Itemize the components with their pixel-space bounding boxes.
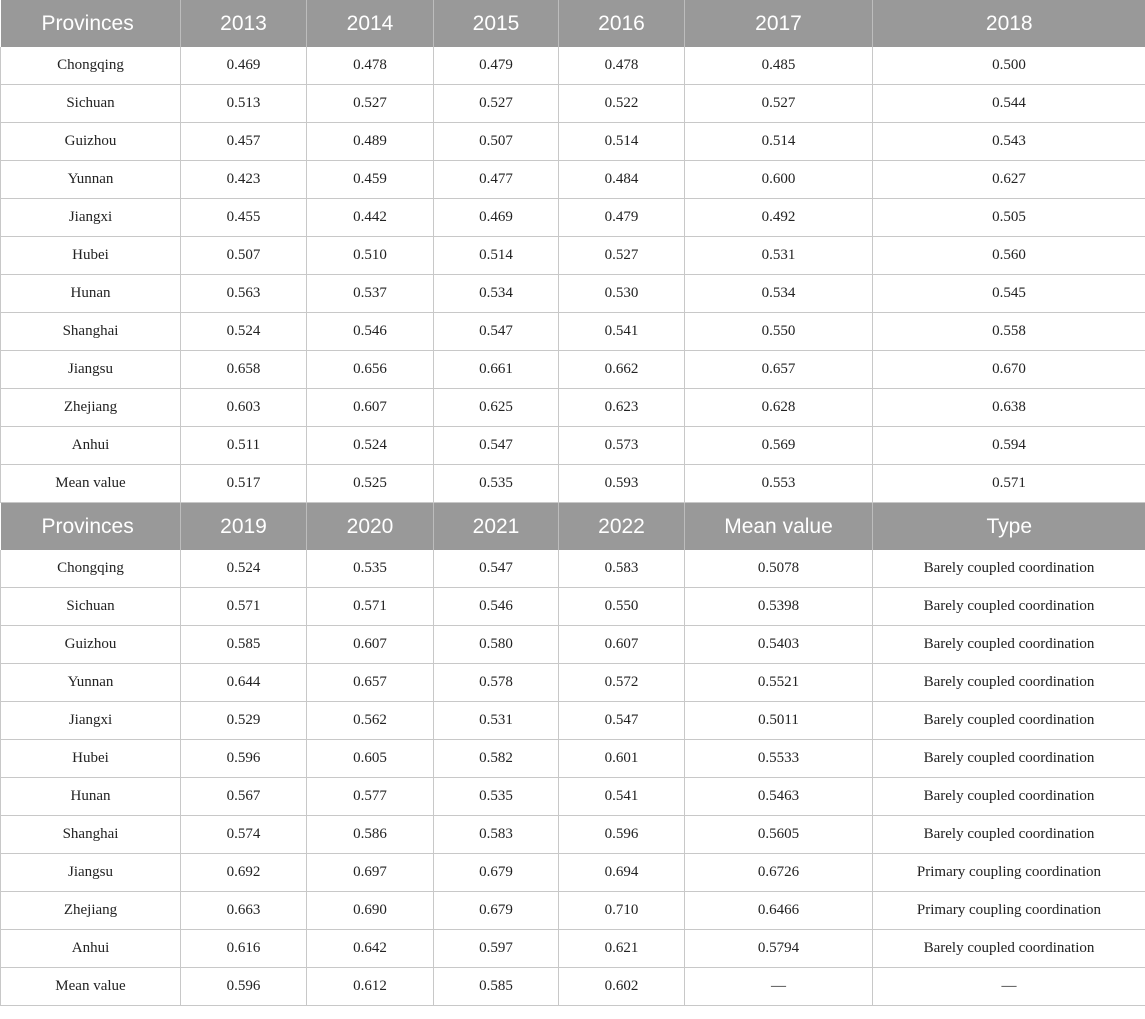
value-cell: 0.638 — [873, 389, 1145, 427]
value-cell: 0.560 — [873, 237, 1145, 275]
value-cell: 0.571 — [181, 588, 307, 626]
province-cell: Shanghai — [1, 313, 181, 351]
table-row — [1, 389, 1145, 427]
column-header: Provinces — [1, 0, 181, 47]
column-header: 2017 — [685, 0, 873, 47]
column-header: Type — [873, 503, 1145, 551]
value-cell: 0.661 — [434, 351, 559, 389]
value-cell: 0.574 — [181, 816, 307, 854]
value-cell: 0.510 — [307, 237, 434, 275]
column-header: 2015 — [434, 0, 559, 47]
table-row — [1, 930, 1145, 968]
value-cell: 0.550 — [559, 588, 685, 626]
value-cell: 0.627 — [873, 161, 1145, 199]
value-cell: 0.710 — [559, 892, 685, 930]
column-header: 2014 — [307, 0, 434, 47]
value-cell: 0.607 — [307, 626, 434, 664]
value-cell: 0.527 — [434, 85, 559, 123]
value-cell: 0.583 — [559, 550, 685, 588]
province-cell: Chongqing — [1, 47, 181, 85]
value-cell: 0.547 — [434, 313, 559, 351]
province-cell: Jiangsu — [1, 854, 181, 892]
value-cell: 0.514 — [434, 237, 559, 275]
value-cell: 0.607 — [559, 626, 685, 664]
table-row — [1, 465, 1145, 503]
value-cell: Barely coupled coordination — [873, 550, 1145, 588]
value-cell: 0.529 — [181, 702, 307, 740]
column-header: Provinces — [1, 503, 181, 551]
value-cell: 0.547 — [434, 550, 559, 588]
column-header: 2020 — [307, 503, 434, 551]
value-cell: 0.469 — [434, 199, 559, 237]
value-cell: 0.527 — [307, 85, 434, 123]
value-cell: 0.625 — [434, 389, 559, 427]
value-cell: 0.455 — [181, 199, 307, 237]
table-body — [1, 0, 1145, 1006]
value-cell: 0.616 — [181, 930, 307, 968]
value-cell: 0.694 — [559, 854, 685, 892]
column-header: 2016 — [559, 0, 685, 47]
value-cell: 0.644 — [181, 664, 307, 702]
value-cell: Barely coupled coordination — [873, 702, 1145, 740]
value-cell: 0.697 — [307, 854, 434, 892]
province-cell: Jiangxi — [1, 199, 181, 237]
value-cell: 0.507 — [181, 237, 307, 275]
table-row — [1, 854, 1145, 892]
table-row — [1, 892, 1145, 930]
value-cell: 0.573 — [559, 427, 685, 465]
province-cell: Zhejiang — [1, 389, 181, 427]
value-cell: 0.601 — [559, 740, 685, 778]
province-cell: Guizhou — [1, 626, 181, 664]
table-row — [1, 123, 1145, 161]
value-cell: 0.530 — [559, 275, 685, 313]
province-cell: Anhui — [1, 930, 181, 968]
province-cell: Hunan — [1, 778, 181, 816]
province-cell: Hubei — [1, 740, 181, 778]
value-cell: Barely coupled coordination — [873, 930, 1145, 968]
value-cell: 0.478 — [307, 47, 434, 85]
value-cell: 0.537 — [307, 275, 434, 313]
table-row — [1, 816, 1145, 854]
value-cell: 0.513 — [181, 85, 307, 123]
province-cell: Zhejiang — [1, 892, 181, 930]
province-cell: Jiangsu — [1, 351, 181, 389]
value-cell: 0.5078 — [685, 550, 873, 588]
table1-header-row — [1, 0, 1145, 47]
value-cell: 0.485 — [685, 47, 873, 85]
value-cell: 0.534 — [434, 275, 559, 313]
table-row — [1, 778, 1145, 816]
table-row — [1, 702, 1145, 740]
table-row — [1, 275, 1145, 313]
value-cell: Primary coupling coordination — [873, 854, 1145, 892]
column-header: Mean value — [685, 503, 873, 551]
table-row — [1, 427, 1145, 465]
value-cell: 0.593 — [559, 465, 685, 503]
value-cell: 0.484 — [559, 161, 685, 199]
table-row — [1, 199, 1145, 237]
value-cell: 0.423 — [181, 161, 307, 199]
value-cell: 0.657 — [685, 351, 873, 389]
value-cell: 0.571 — [307, 588, 434, 626]
value-cell: 0.5398 — [685, 588, 873, 626]
value-cell: 0.572 — [559, 664, 685, 702]
value-cell: 0.524 — [181, 550, 307, 588]
table-row — [1, 47, 1145, 85]
value-cell: 0.514 — [559, 123, 685, 161]
value-cell: Barely coupled coordination — [873, 740, 1145, 778]
table2-header-row — [1, 503, 1145, 551]
value-cell: 0.545 — [873, 275, 1145, 313]
value-cell: 0.621 — [559, 930, 685, 968]
value-cell: 0.5521 — [685, 664, 873, 702]
value-cell: 0.547 — [559, 702, 685, 740]
value-cell: 0.457 — [181, 123, 307, 161]
value-cell: 0.692 — [181, 854, 307, 892]
value-cell: Barely coupled coordination — [873, 778, 1145, 816]
value-cell: 0.642 — [307, 930, 434, 968]
value-cell: 0.546 — [307, 313, 434, 351]
value-cell: Primary coupling coordination — [873, 892, 1145, 930]
value-cell: 0.550 — [685, 313, 873, 351]
table-row — [1, 740, 1145, 778]
value-cell: 0.5011 — [685, 702, 873, 740]
value-cell: 0.541 — [559, 313, 685, 351]
value-cell: 0.442 — [307, 199, 434, 237]
column-header: 2018 — [873, 0, 1145, 47]
province-cell: Chongqing — [1, 550, 181, 588]
value-cell: 0.531 — [685, 237, 873, 275]
province-cell: Anhui — [1, 427, 181, 465]
value-cell: 0.5605 — [685, 816, 873, 854]
value-cell: 0.5403 — [685, 626, 873, 664]
value-cell: 0.596 — [181, 740, 307, 778]
value-cell: 0.670 — [873, 351, 1145, 389]
value-cell: 0.603 — [181, 389, 307, 427]
value-cell: 0.527 — [559, 237, 685, 275]
province-cell: Jiangxi — [1, 702, 181, 740]
value-cell: 0.489 — [307, 123, 434, 161]
value-cell: 0.5533 — [685, 740, 873, 778]
province-cell: Yunnan — [1, 161, 181, 199]
value-cell: 0.517 — [181, 465, 307, 503]
value-cell: 0.679 — [434, 892, 559, 930]
value-cell: 0.479 — [434, 47, 559, 85]
value-cell: Barely coupled coordination — [873, 588, 1145, 626]
table-row — [1, 664, 1145, 702]
value-cell: 0.577 — [307, 778, 434, 816]
value-cell: 0.5794 — [685, 930, 873, 968]
value-cell: Barely coupled coordination — [873, 816, 1145, 854]
value-cell: 0.597 — [434, 930, 559, 968]
column-header: 2019 — [181, 503, 307, 551]
value-cell: 0.658 — [181, 351, 307, 389]
value-cell: 0.478 — [559, 47, 685, 85]
value-cell: 0.585 — [181, 626, 307, 664]
table-row — [1, 313, 1145, 351]
column-header: 2021 — [434, 503, 559, 551]
table-row — [1, 351, 1145, 389]
value-cell: 0.558 — [873, 313, 1145, 351]
value-cell: 0.507 — [434, 123, 559, 161]
value-cell: 0.477 — [434, 161, 559, 199]
value-cell: 0.525 — [307, 465, 434, 503]
value-cell: 0.524 — [181, 313, 307, 351]
value-cell: — — [685, 968, 873, 1006]
value-cell: 0.546 — [434, 588, 559, 626]
province-cell: Mean value — [1, 465, 181, 503]
value-cell: 0.582 — [434, 740, 559, 778]
value-cell: 0.6466 — [685, 892, 873, 930]
value-cell: 0.527 — [685, 85, 873, 123]
value-cell: 0.514 — [685, 123, 873, 161]
table-row — [1, 588, 1145, 626]
column-header: 2022 — [559, 503, 685, 551]
value-cell: 0.524 — [307, 427, 434, 465]
table-row — [1, 968, 1145, 1006]
value-cell: 0.469 — [181, 47, 307, 85]
value-cell: 0.585 — [434, 968, 559, 1006]
table-row — [1, 85, 1145, 123]
value-cell: 0.602 — [559, 968, 685, 1006]
province-cell: Sichuan — [1, 85, 181, 123]
province-cell: Sichuan — [1, 588, 181, 626]
value-cell: 0.690 — [307, 892, 434, 930]
value-cell: 0.596 — [181, 968, 307, 1006]
value-cell: 0.679 — [434, 854, 559, 892]
province-cell: Hubei — [1, 237, 181, 275]
value-cell: 0.553 — [685, 465, 873, 503]
value-cell: 0.583 — [434, 816, 559, 854]
value-cell: 0.623 — [559, 389, 685, 427]
value-cell: 0.543 — [873, 123, 1145, 161]
value-cell: 0.531 — [434, 702, 559, 740]
value-cell: 0.657 — [307, 664, 434, 702]
value-cell: 0.563 — [181, 275, 307, 313]
value-cell: 0.663 — [181, 892, 307, 930]
value-cell: 0.6726 — [685, 854, 873, 892]
value-cell: 0.492 — [685, 199, 873, 237]
value-cell: 0.547 — [434, 427, 559, 465]
value-cell: 0.662 — [559, 351, 685, 389]
value-cell: 0.605 — [307, 740, 434, 778]
value-cell: 0.586 — [307, 816, 434, 854]
value-cell: 0.569 — [685, 427, 873, 465]
value-cell: 0.459 — [307, 161, 434, 199]
column-header: 2013 — [181, 0, 307, 47]
province-cell: Guizhou — [1, 123, 181, 161]
value-cell: — — [873, 968, 1145, 1006]
value-cell: 0.567 — [181, 778, 307, 816]
value-cell: 0.5463 — [685, 778, 873, 816]
value-cell: 0.596 — [559, 816, 685, 854]
value-cell: 0.562 — [307, 702, 434, 740]
province-cell: Shanghai — [1, 816, 181, 854]
value-cell: 0.541 — [559, 778, 685, 816]
province-cell: Mean value — [1, 968, 181, 1006]
table-row — [1, 161, 1145, 199]
value-cell: 0.612 — [307, 968, 434, 1006]
table-row — [1, 237, 1145, 275]
value-cell: 0.571 — [873, 465, 1145, 503]
province-cell: Hunan — [1, 275, 181, 313]
value-cell: 0.544 — [873, 85, 1145, 123]
value-cell: 0.607 — [307, 389, 434, 427]
value-cell: 0.594 — [873, 427, 1145, 465]
value-cell: 0.522 — [559, 85, 685, 123]
table-row — [1, 626, 1145, 664]
value-cell: 0.511 — [181, 427, 307, 465]
value-cell: 0.535 — [434, 778, 559, 816]
value-cell: 0.580 — [434, 626, 559, 664]
value-cell: 0.600 — [685, 161, 873, 199]
province-cell: Yunnan — [1, 664, 181, 702]
value-cell: 0.500 — [873, 47, 1145, 85]
value-cell: Barely coupled coordination — [873, 664, 1145, 702]
value-cell: 0.505 — [873, 199, 1145, 237]
value-cell: 0.534 — [685, 275, 873, 313]
value-cell: 0.578 — [434, 664, 559, 702]
value-cell: 0.656 — [307, 351, 434, 389]
value-cell: 0.628 — [685, 389, 873, 427]
value-cell: 0.479 — [559, 199, 685, 237]
table-row — [1, 550, 1145, 588]
value-cell: 0.535 — [307, 550, 434, 588]
value-cell: Barely coupled coordination — [873, 626, 1145, 664]
value-cell: 0.535 — [434, 465, 559, 503]
